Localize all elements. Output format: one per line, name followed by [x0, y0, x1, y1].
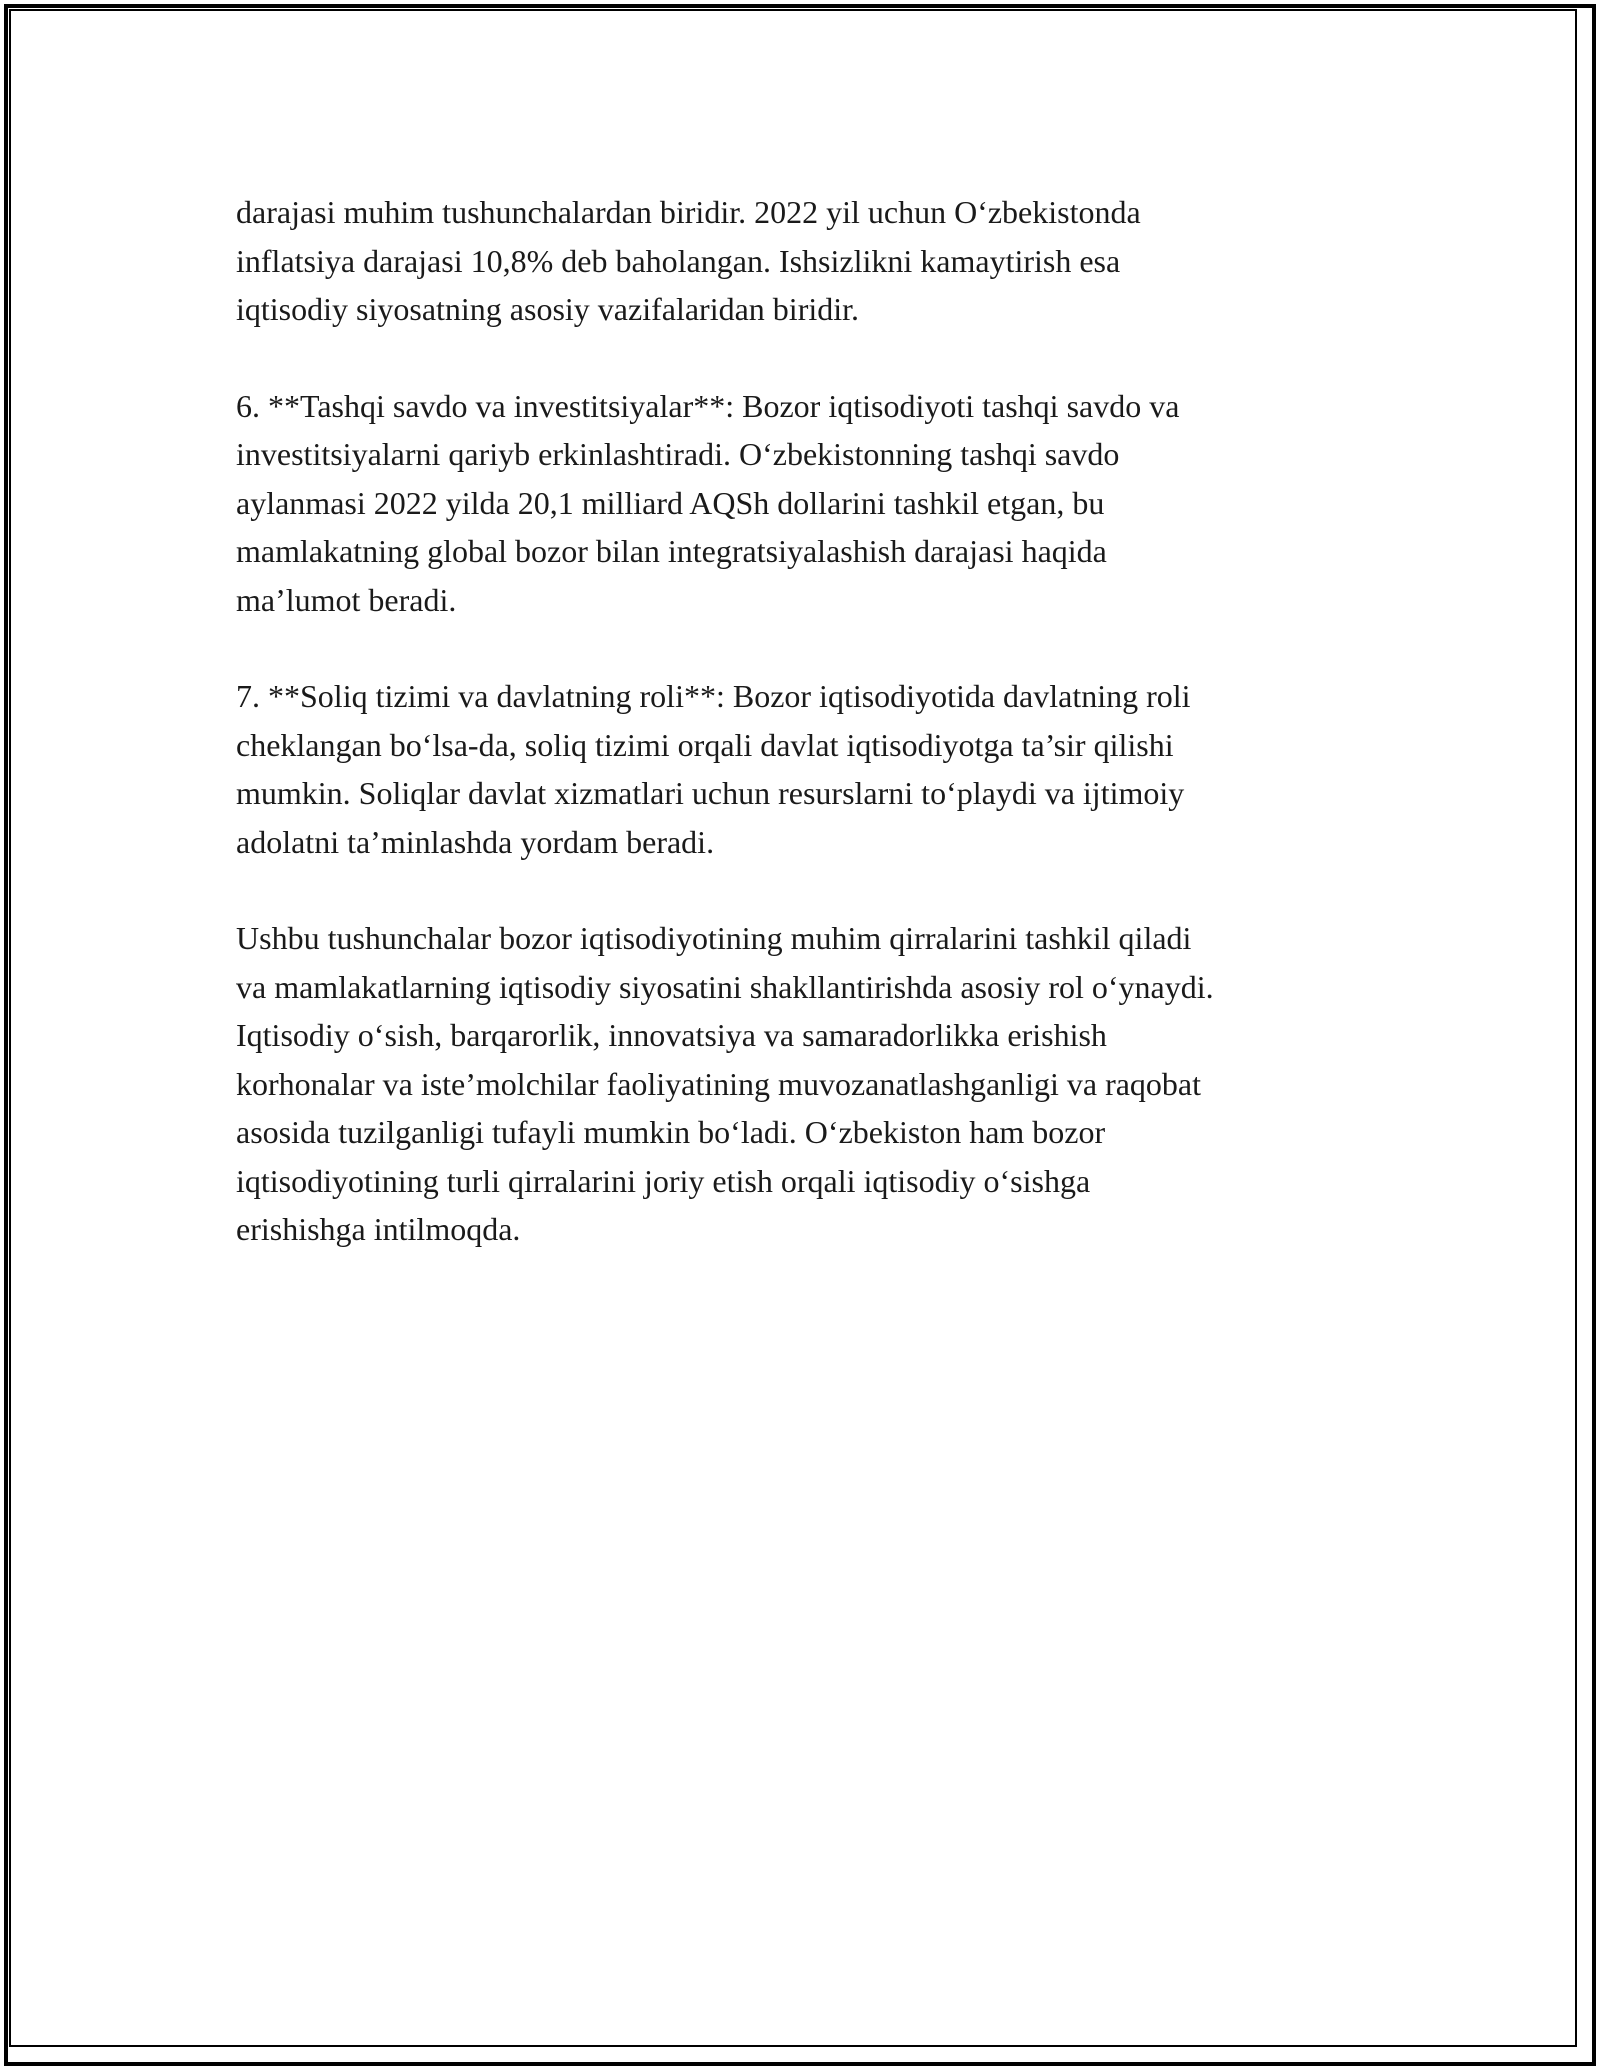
- document-body: [236, 188, 1366, 1302]
- paragraph-tax-system: 7. **Soliq tizimi va davlatning roli**: Bozor iqtisodiyotida davlatning roli cheklangan bo‘lsa-da, soliq tizimi orqali davlat iqtisodiyotga ta’sir qilishi mumkin. Soliqlar davlat xizmatlari uchun resurslarni to‘playdi va ijtimoiy adolatni ta’minlashda yordam beradi.: [236, 678, 1191, 860]
- paragraph-inflation: darajasi muhim tushunchalardan biridir. 2022 yil uchun O‘zbekistonda inflatsiya darajasi 10,8% deb baholangan. Ishsizlikni kamaytirish esa iqtisodiy siyosatning asosiy vazifalaridan biridir.: [236, 194, 1141, 327]
- paragraph-conclusion: Ushbu tushunchalar bozor iqtisodiyotining muhim qirralarini tashkil qiladi va mamlakatlarning iqtisodiy siyosatini shakllantirishda asosiy rol o‘ynaydi. Iqtisodiy o‘sish, barqarorlik, innovatsiya va samaradorlikka erishish korhonalar va iste’molchilar faoliyatining muvozanatlashganligi va raqobat asosida tuzilganligi tufayli mumkin bo‘ladi. O‘zbekiston ham bozor iqtisodiyotining turli qirralarini joriy etish orqali iqtisodiy o‘sishga erishishga intilmoqda.: [236, 920, 1214, 1247]
- paragraph-foreign-trade: 6. **Tashqi savdo va investitsiyalar**: Bozor iqtisodiyoti tashqi savdo va investitsiyalarni qariyb erkinlashtiradi. O‘zbekistonning tashqi savdo aylanmasi 2022 yilda 20,1 milliard AQSh dollarini tashkil etgan, bu mamlakatning global bozor bilan integratsiyalashish darajasi haqida ma’lumot beradi.: [236, 387, 1180, 618]
